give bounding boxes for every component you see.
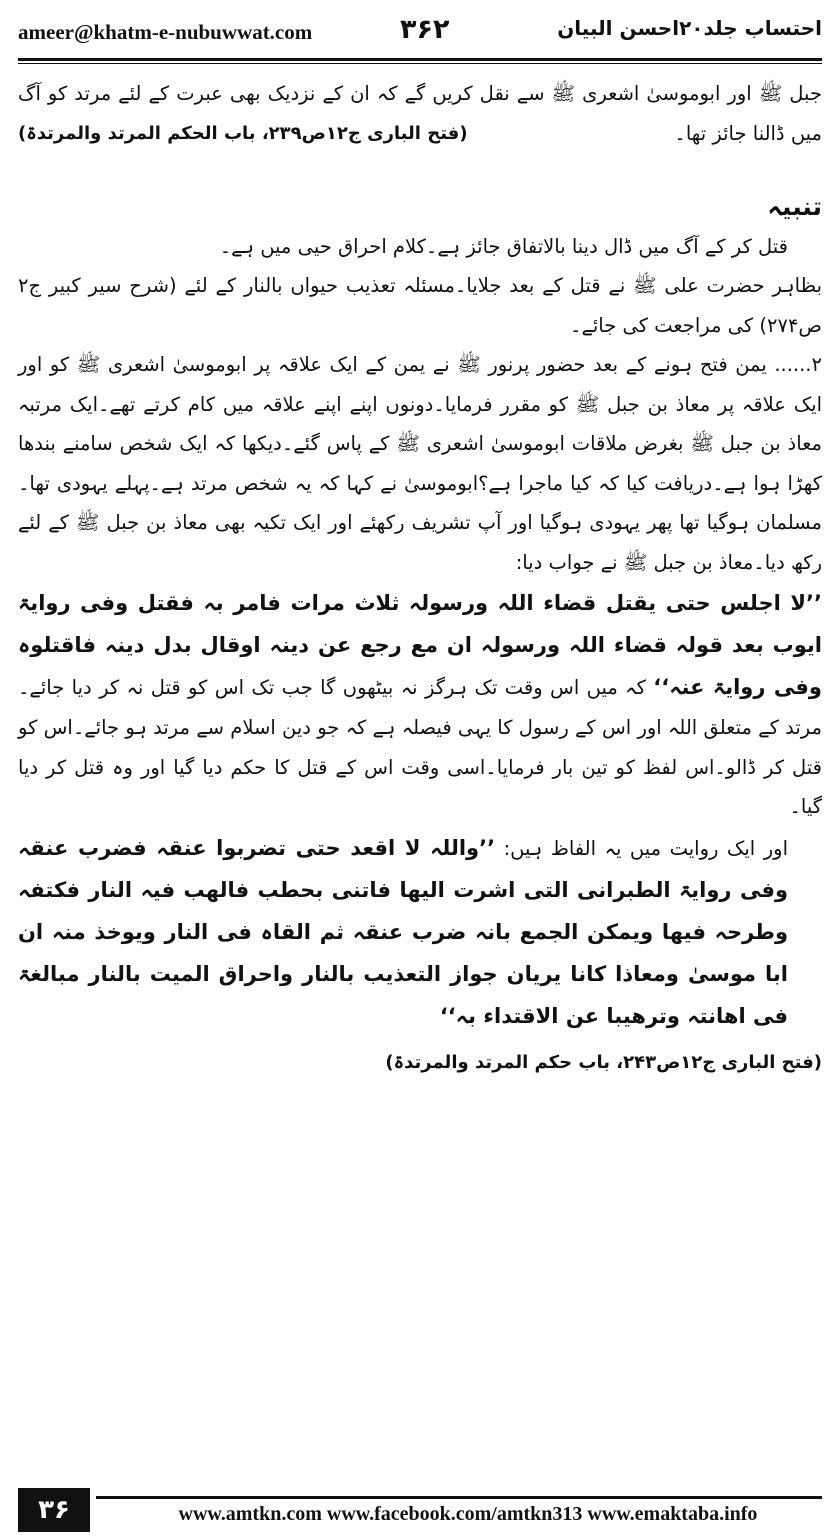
page-body (18, 74, 822, 1082)
paragraph-text: بظاہر حضرت علی ﷺ نے قتل کے بعد جلایا۔مسئلہ تعذیب حیواں بالنار کے لئے (شرح سیر کبیر ج۲ ص۲۷۴) کی مراجعت کی جائے۔ (18, 274, 822, 337)
paragraph-text: قتل کر کے آگ میں ڈال دینا بالاتفاق جائز ہے۔کلام احراق حیی میں ہے۔ (219, 234, 788, 258)
arabic-quote-paragraph (18, 582, 822, 827)
paragraph-text: کہ میں اس وقت تک ہرگز نہ بیٹھوں گا جب تک اس کو قتل نہ کر دیا جائے۔مرتد کے متعلق اللہ اور اس کے رسول کا یہی فیصلہ ہے کہ جو دین اسلام سے مرتد ہو جائے۔اس کو قتل کر ڈالو۔اس لفظ کو تین بار فرمایا۔اسی وقت اس کے قتل کا حکم دیا گیا اور وہ قتل کر دیا گیا۔ (18, 676, 822, 818)
page-header (18, 10, 822, 56)
header-rule-thick (18, 58, 822, 61)
footer-page-number: ۳۶ (18, 1488, 90, 1532)
paragraph-continuation (18, 74, 822, 153)
citation: (فتح الباری ج۱۲ص۲۳۹، باب الحکم المرتد والمرتدۃ) (18, 122, 468, 144)
paragraph-text: ۲...... یمن فتح ہونے کے بعد حضور پرنور ﷺ نے یمن کے ایک علاقہ پر ابوموسیٰ اشعری ﷺ کو اور ایک علاقہ پر معاذ بن جبل ﷺ کو مقرر فرمایا۔دونوں اپنے اپنے علاقہ میں کام کرتے تھے۔ایک مرتبہ معاذ بن جبل ﷺ بغرض ملاقات ابوموسیٰ اشعری ﷺ کے پاس گئے۔دیکھا کہ ایک شخص سامنے بندھا کھڑا ہوا ہے۔دریافت کیا کہ کیا ماجرا ہے؟ابوموسیٰ نے کہا کہ یہ شخص مرتد ہے۔پہلے یہودی تھا۔مسلمان ہوگیا تھا پھر یہودی ہوگیا اور آپ تشریف رکھئے اور ایک تکیہ بھی معاذ بن جبل ﷺ کے لئے رکھ دیا۔معاذ بن جبل ﷺ نے جواب دیا: (18, 353, 822, 574)
header-rule-thin (18, 63, 822, 64)
page-footer (18, 1488, 822, 1534)
header-page-number: ۳۶۲ (400, 14, 450, 45)
section-heading: تنبیہ (767, 192, 822, 221)
paragraph-text: جبل ﷺ اور ابوموسیٰ اشعری ﷺ سے نقل کریں گے کہ ان کے نزدیک بھی عبرت کے لئے مرتد کو آگ میں ڈالنا جائز تھا۔ (18, 82, 822, 145)
arabic-quote-paragraph-2 (18, 827, 822, 1037)
arabic-quote: ’’واللہ لا اقعد حتی تضربوا عنقہ فضرب عنقہ وفی روایۃ الطبرانی التی اشرت الیھا فاتنی بحطب فالھب فیہ النار فکتفہ وطرحہ فیھا ویمکن الجمع بانہ ضرب عنقہ ثم القاہ فی النار ویوخذ منہ ان ابا موسیٰ ومعاذا کانا یریان جواز التعذیب بالنار واحراق المیت بالنار مبالغۃ فی اھانتہ وترھیبا عن الاقتداء بہ‘‘ (18, 835, 788, 1028)
paragraph-lead: اور ایک روایت میں یہ الفاظ ہیں: (503, 836, 788, 860)
arabic-quote: ’’لا اجلس حتی یقتل قضاء اللہ ورسولہ ثلاث مرات فامر بہ فقتل وفی روایۃ ایوب بعد قولہ قضاء اللہ ورسولہ ان مع رجع عن دینہ اوقال بدل دینہ فاقتلوہ وفی روایۃ عنہ‘‘ (18, 591, 822, 699)
header-email: ameer@khatm-e-nubuwwat.com (18, 20, 313, 44)
citation: (فتح الباری ج۱۲ص۲۴۳، باب حکم المرتد والمرتدۃ) (385, 1051, 822, 1073)
footer-links: www.amtkn.com www.facebook.com/amtkn313 www.emaktaba.info (178, 1503, 758, 1525)
header-book-title: احتساب جلد۲۰احسن البیان (557, 16, 822, 40)
footer-rule (96, 1496, 822, 1499)
